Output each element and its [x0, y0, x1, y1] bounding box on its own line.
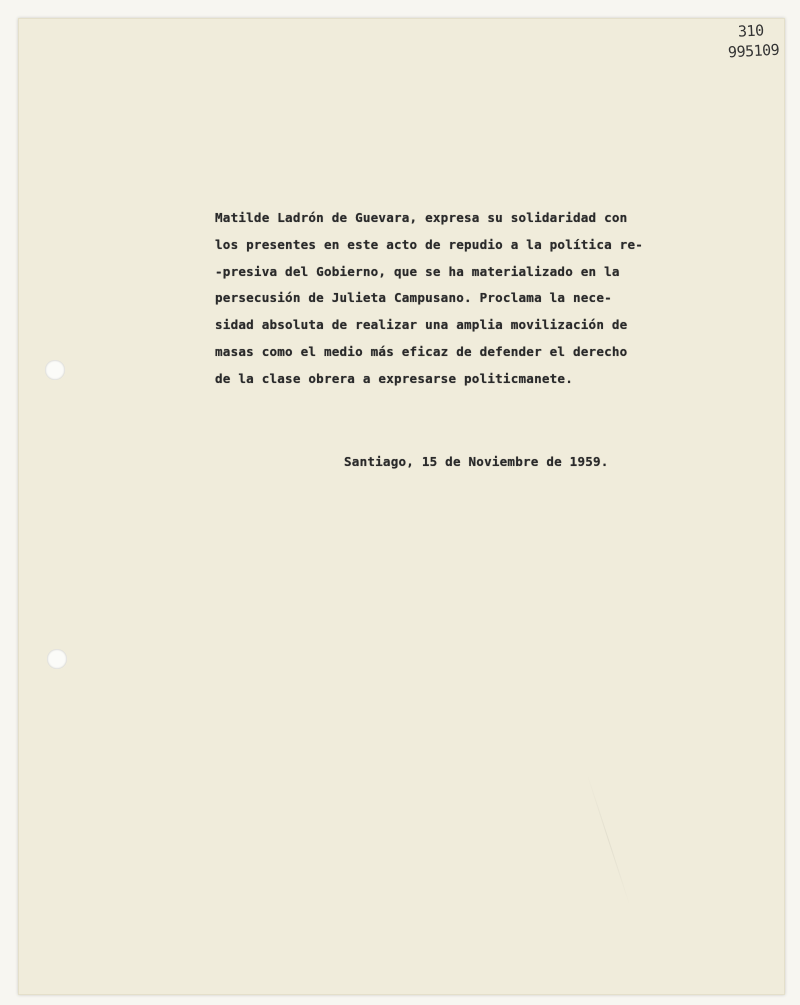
body-line: los presentes en este acto de repudio a la política re-	[215, 236, 644, 252]
body-line: sidad absoluta de realizar una amplia movilización de	[215, 317, 628, 333]
body-line: masas como el medio más eficaz de defender el derecho	[215, 343, 628, 359]
dateline: Santiago, 15 de Noviembre de 1959.	[344, 454, 609, 469]
punch-hole-top	[45, 360, 65, 380]
body-line: persecusión de Julieta Campusano. Proclama la nece-	[215, 290, 612, 306]
body-line: -presiva del Gobierno, que se ha materializado en la	[215, 263, 620, 279]
archive-number-top: 310	[737, 21, 765, 41]
body-line: de la clase obrera a expresarse politicmanete.	[215, 370, 573, 386]
body-line: Matilde Ladrón de Guevara, expresa su solidaridad con	[215, 210, 628, 225]
typed-sheet	[18, 18, 785, 995]
letter-body	[215, 205, 645, 393]
archive-number-bottom: 995109	[727, 40, 780, 62]
punch-hole-bottom	[47, 649, 67, 669]
